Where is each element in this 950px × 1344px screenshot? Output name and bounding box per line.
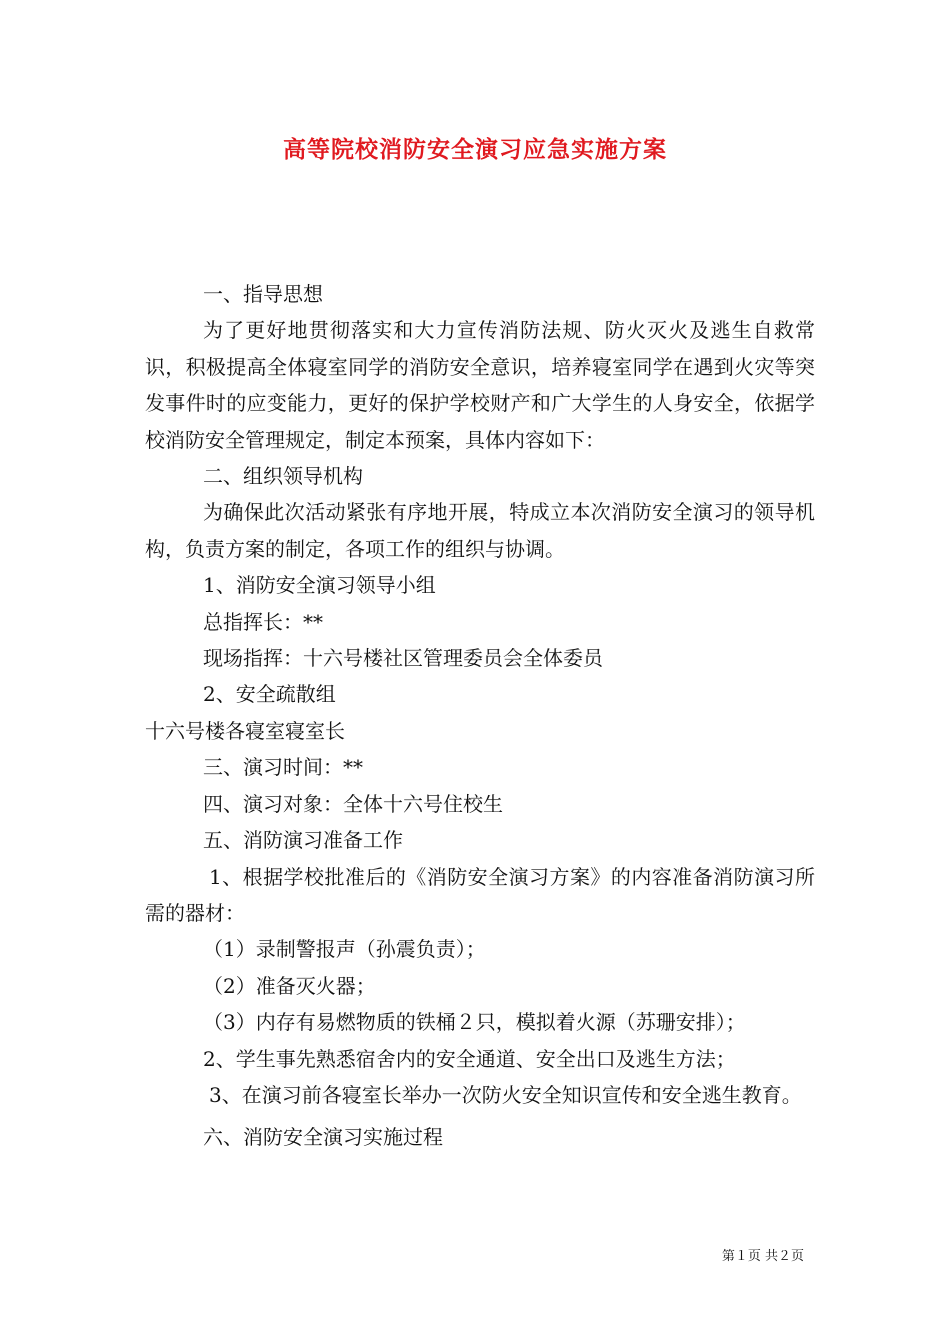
document-body — [145, 276, 815, 1156]
paragraph-organization: 为确保此次活动紧张有序地开展，特成立本次消防安全演习的领导机构，负责方案的制定，各项工作的组织与协调。 — [145, 500, 815, 561]
item-safety-education: 3、在演习前各寝室长举办一次防火安全知识宣传和安全逃生教育。 — [209, 1082, 802, 1107]
item-evacuation-members: 十六号楼各寝室寝室长 — [145, 718, 345, 743]
section-heading-implementation: 六、消防安全演习实施过程 — [203, 1125, 443, 1150]
item-preparation-equipment: 1、根据学校批准后的《消防安全演习方案》的内容准备消防演习所需的器材： — [145, 864, 815, 925]
section-heading-drill-time: 三、演习时间：** — [203, 755, 363, 780]
paragraph-purpose: 为了更好地贯彻落实和大力宣传消防法规、防火灭火及逃生自救常识，积极提高全体寝室同学的消防安全意识，培养寝室同学在遇到火灾等突发事件时的应变能力，更好的保护学校财产和广大学生的人身安全，依据学校消防安全管理规定，制定本预案，具体内容如下： — [145, 318, 815, 452]
section-heading-drill-target: 四、演习对象：全体十六号住校生 — [203, 791, 503, 816]
page-number-label: 第１页 共２页 — [721, 1249, 804, 1264]
item-escape-routes: 2、学生事先熟悉宿舍内的安全通道、安全出口及逃生方法； — [203, 1046, 736, 1071]
item-commander: 总指挥长：** — [203, 609, 323, 634]
item-evacuation-group: 2、安全疏散组 — [203, 682, 336, 707]
item-alarm-recording: （1）录制警报声（孙震负责）； — [203, 937, 486, 962]
item-fire-source: （3）内存有易燃物质的铁桶２只，模拟着火源（苏珊安排）； — [203, 1010, 746, 1035]
section-heading-guiding-ideology: 一、指导思想 — [203, 282, 323, 306]
item-site-command: 现场指挥：十六号楼社区管理委员会全体委员 — [203, 646, 603, 671]
item-fire-extinguisher: （2）准备灭火器； — [203, 973, 376, 998]
section-heading-preparation: 五、消防演习准备工作 — [203, 828, 403, 853]
item-leadership-group: 1、消防安全演习领导小组 — [203, 573, 436, 598]
document-title: 高等院校消防安全演习应急实施方案 — [283, 136, 667, 163]
section-heading-organization: 二、组织领导机构 — [203, 464, 363, 489]
page-number-footer — [722, 1248, 804, 1266]
